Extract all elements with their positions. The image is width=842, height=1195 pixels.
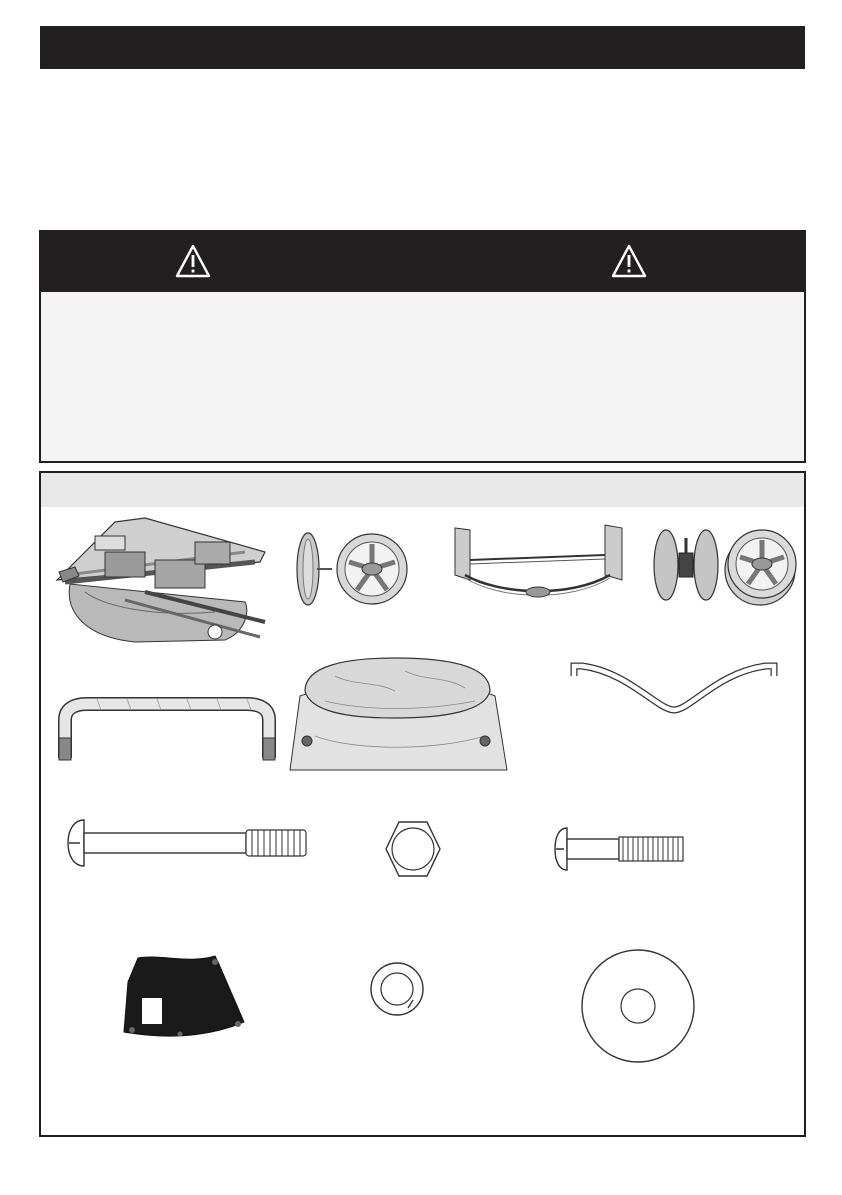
long-bolt xyxy=(66,818,312,868)
warning-header xyxy=(41,232,804,292)
parts-list-header xyxy=(39,471,806,509)
storage-basket xyxy=(285,656,510,770)
basket-cover xyxy=(120,952,248,1044)
warning-box xyxy=(39,230,806,463)
folded-stroller-frame xyxy=(45,512,275,652)
flat-washer xyxy=(579,947,697,1065)
u-shaped-bar xyxy=(568,658,780,716)
warning-triangle-icon xyxy=(611,244,647,278)
rear-wheel-pair xyxy=(292,530,414,608)
short-bolt xyxy=(553,826,687,872)
spring-washer xyxy=(368,960,426,1018)
padded-bumper-bar xyxy=(57,698,277,766)
front-swivel-wheels xyxy=(648,528,800,608)
warning-triangle-icon xyxy=(175,244,211,278)
hex-nut xyxy=(385,820,441,878)
page-title-bar xyxy=(40,26,805,69)
rear-axle-assembly xyxy=(440,520,635,605)
